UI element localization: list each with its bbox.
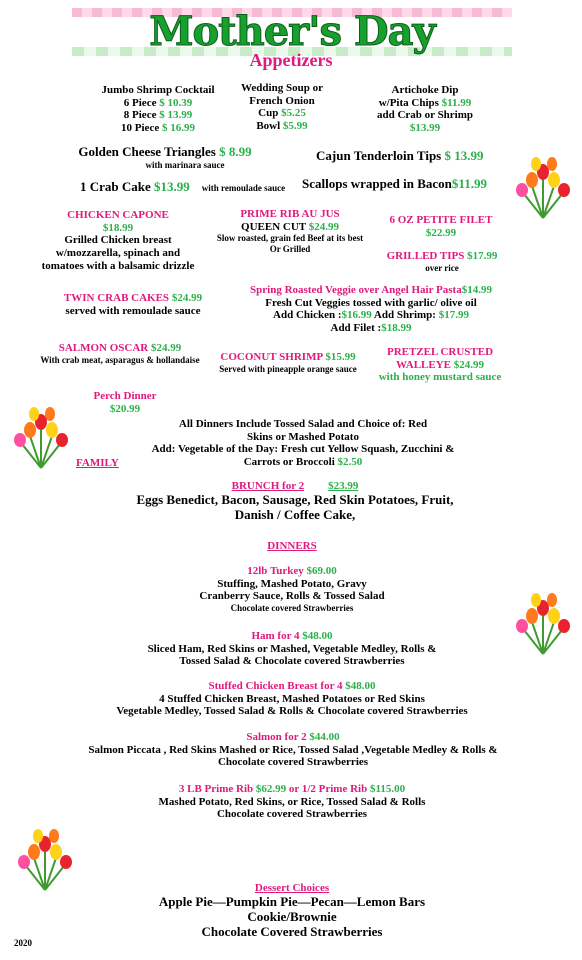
page-title: Mother's Day: [149, 8, 435, 55]
tulip-bouquet-icon: [512, 150, 574, 220]
scallops-item: [302, 176, 487, 192]
item-desc: Eggs Benedict, Bacon, Sausage, Red Skin Potatoes, Fruit,: [136, 491, 454, 507]
item-price: $ 8.99: [219, 144, 252, 159]
item-desc: Chocolate covered Strawberries: [216, 808, 368, 821]
info-line: All Dinners Include Tossed Salad and Choice of: Red: [178, 418, 428, 430]
item-price: $15.99: [325, 351, 356, 363]
item-price: $14.99: [461, 284, 492, 296]
item-name: 1 Crab Cake: [80, 179, 155, 194]
item-price: $48.00: [345, 680, 376, 692]
dinner-info: [138, 418, 468, 469]
item-name: Ham for 4: [251, 630, 303, 642]
item-price: $24.99: [453, 358, 485, 371]
dessert-heading: Dessert Choices: [254, 882, 330, 894]
item-desc: Mashed Potato, Red Skins, or Rice, Tossed Salad & Rolls: [158, 795, 426, 808]
family-heading: FAMILY: [76, 457, 119, 469]
dessert-line: Cookie/Brownie: [247, 908, 337, 924]
item-price: $16.99: [341, 309, 372, 322]
item-name: Salmon for 2: [246, 731, 310, 743]
item-price: $23.99: [328, 480, 359, 492]
item-desc: With crab meat, asparagus & hollandaise: [40, 354, 200, 365]
item-desc: Cranberry Sauce, Rolls & Tossed Salad: [199, 590, 385, 603]
item-desc: Fresh Cut Veggies tossed with garlic/ olive oil: [265, 296, 477, 309]
item-name: Perch Dinner: [93, 390, 157, 402]
cheese-triangles-item: [70, 145, 260, 170]
item-desc: Slow roasted, grain fed Beef at its best: [216, 233, 364, 244]
artichoke-dip-item: [360, 84, 490, 135]
item-name: Wedding Soup or: [241, 82, 323, 94]
item-price: $2.50: [337, 455, 363, 468]
footer-year: 2020: [14, 938, 32, 948]
item-name: French Onion: [249, 94, 315, 107]
item-name: Jumbo Shrimp Cocktail: [101, 84, 215, 96]
cajun-tips-item: [316, 148, 484, 164]
item-price: $ 13.99: [159, 109, 193, 122]
item-price: $13.99: [409, 121, 441, 134]
info-line: Add: Vegetable of the Day: Fresh cut Yellow Squash, Zucchini &: [151, 443, 455, 456]
item-name: 1/2 Prime Rib: [301, 783, 370, 795]
item-desc: Danish / Coffee Cake,: [234, 506, 356, 522]
item-desc: Sliced Ham, Red Skins or Mashed, Vegetable Medley, Rolls &: [147, 642, 437, 655]
item-note: with remoulade sauce: [201, 183, 286, 193]
shrimp-cocktail-item: [88, 84, 228, 135]
item-label: 8 Piece: [123, 109, 160, 122]
item-name: Cajun Tenderloin Tips: [316, 148, 445, 163]
twin-crab-cakes-item: [58, 292, 208, 317]
item-name: Spring Roasted Veggie over Angel Hair Pasta: [250, 284, 462, 296]
item-price: $22.99: [425, 226, 457, 239]
item-desc: Tossed Salad & Chocolate covered Strawberries: [179, 655, 405, 668]
item-desc: served with remoulade sauce: [65, 304, 201, 317]
info-line: Carrots or Broccoli: [243, 455, 338, 468]
item-name: BRUNCH for 2: [231, 480, 305, 492]
item-desc: Chocolate covered Strawberries: [217, 756, 369, 769]
item-desc: tomatoes with a balsamic drizzle: [41, 259, 195, 272]
petite-filet-item: [382, 214, 500, 239]
item-desc: with honey mustard sauce: [378, 371, 502, 384]
item-name: Scallops wrapped in Bacon: [302, 176, 452, 191]
item-price: $62.99: [255, 783, 287, 795]
prime-rib-au-jus-item: [206, 208, 374, 254]
crab-cake-item: [80, 178, 285, 196]
item-label: Add Shrimp:: [371, 309, 439, 322]
item-desc: Grilled Chicken breast: [64, 234, 172, 247]
item-desc: Served with pineapple orange sauce: [219, 363, 357, 374]
item-price: $20.99: [109, 402, 141, 415]
ham-item: [110, 630, 474, 668]
item-price: $48.00: [302, 630, 333, 642]
item-name: PRETZEL CRUSTED: [386, 346, 494, 358]
tulip-bouquet-icon: [14, 822, 76, 892]
item-name: GRILLED TIPS: [386, 250, 468, 262]
item-price: $13.99: [154, 179, 190, 194]
item-name: TWIN CRAB CAKES: [63, 292, 172, 304]
item-price: $11.99: [441, 96, 472, 109]
item-name: 6 OZ PETITE FILET: [389, 214, 493, 226]
item-label: w/Pita Chips: [378, 96, 442, 109]
section-heading-appetizers: Appetizers: [249, 50, 333, 70]
item-name: COCONUT SHRIMP: [220, 351, 326, 363]
item-name: SALMON OSCAR: [58, 342, 152, 354]
item-price: $5.25: [281, 107, 306, 120]
dessert-line: Chocolate Covered Strawberries: [201, 923, 383, 939]
item-desc: Vegetable Medley, Tossed Salad & Rolls & Chocolate covered Strawberries: [116, 705, 468, 718]
dinners-heading: DINNERS: [267, 540, 317, 552]
item-label: Bowl: [256, 119, 283, 132]
item-name: 12lb Turkey: [247, 565, 307, 577]
item-name: 3 LB Prime Rib: [178, 783, 256, 795]
grilled-tips-item: [380, 250, 504, 273]
item-price: $ 13.99: [444, 148, 484, 163]
soup-item: [222, 82, 342, 133]
salmon-for-two-item: [70, 731, 516, 769]
info-line: Skins or Mashed Potato: [247, 430, 359, 443]
item-name: Artichoke Dip: [391, 84, 459, 96]
item-name: WALLEYE: [395, 358, 454, 371]
item-label: Add Chicken :: [273, 309, 342, 322]
tulip-bouquet-icon: [10, 400, 72, 470]
dessert-line: Apple Pie—Pumpkin Pie—Pecan—Lemon Bars: [158, 893, 426, 909]
item-desc: Chocolate covered Strawberries: [230, 602, 354, 613]
item-price: $44.00: [309, 731, 340, 743]
item-price: $115.00: [369, 783, 406, 795]
item-price: $24.99: [151, 342, 182, 354]
item-name: PRIME RIB AU JUS: [240, 208, 340, 220]
perch-dinner-item: [80, 390, 170, 415]
item-label: 6 Piece: [123, 96, 160, 109]
item-price: $11.99: [451, 176, 487, 191]
item-desc: Or Grilled: [269, 243, 311, 254]
item-price: $ 10.39: [159, 96, 193, 109]
tulip-bouquet-icon: [512, 586, 574, 656]
item-name: Stuffed Chicken Breast for 4: [208, 680, 346, 692]
walleye-item: [372, 346, 508, 384]
item-label: Add Filet :: [330, 321, 382, 334]
salmon-oscar-item: [30, 342, 210, 365]
item-label: QUEEN CUT: [241, 220, 309, 233]
item-price: $17.99: [467, 250, 498, 262]
item-desc: Salmon Piccata , Red Skins Mashed or Rice, Tossed Salad ,Vegetable Medley & Rolls &: [88, 743, 498, 756]
item-label: 10 Piece: [121, 121, 162, 134]
item-label: add Crab or Shrimp: [376, 109, 474, 122]
item-note: with marinara sauce: [145, 159, 225, 170]
item-price: $17.99: [438, 309, 469, 322]
item-name: Golden Cheese Triangles: [78, 144, 220, 159]
item-note: over rice: [425, 262, 459, 273]
turkey-item: [150, 565, 434, 613]
item-desc: Stuffing, Mashed Potato, Gravy: [217, 577, 367, 590]
item-price: $ 16.99: [161, 121, 195, 134]
item-name: CHICKEN CAPONE: [67, 209, 169, 221]
veggie-pasta-item: [240, 284, 502, 335]
prime-rib-family-item: [130, 783, 454, 821]
item-name: or: [286, 783, 302, 795]
dessert-section: [140, 882, 444, 939]
chicken-capone-item: [36, 209, 200, 272]
coconut-shrimp-item: [212, 351, 364, 374]
item-price: $24.99: [308, 220, 339, 233]
item-price: $18.99: [102, 221, 134, 234]
item-desc: 4 Stuffed Chicken Breast, Mashed Potatoes or Red Skins: [159, 692, 425, 705]
brunch-item: [120, 480, 470, 523]
item-label: Cup: [258, 107, 282, 120]
item-price: $24.99: [171, 292, 203, 304]
stuffed-chicken-item: [92, 680, 492, 718]
item-price: $18.99: [381, 321, 412, 334]
item-desc: w/mozzarella, spinach and: [55, 246, 181, 259]
item-price: $69.00: [306, 565, 337, 577]
item-price: $5.99: [282, 119, 308, 132]
